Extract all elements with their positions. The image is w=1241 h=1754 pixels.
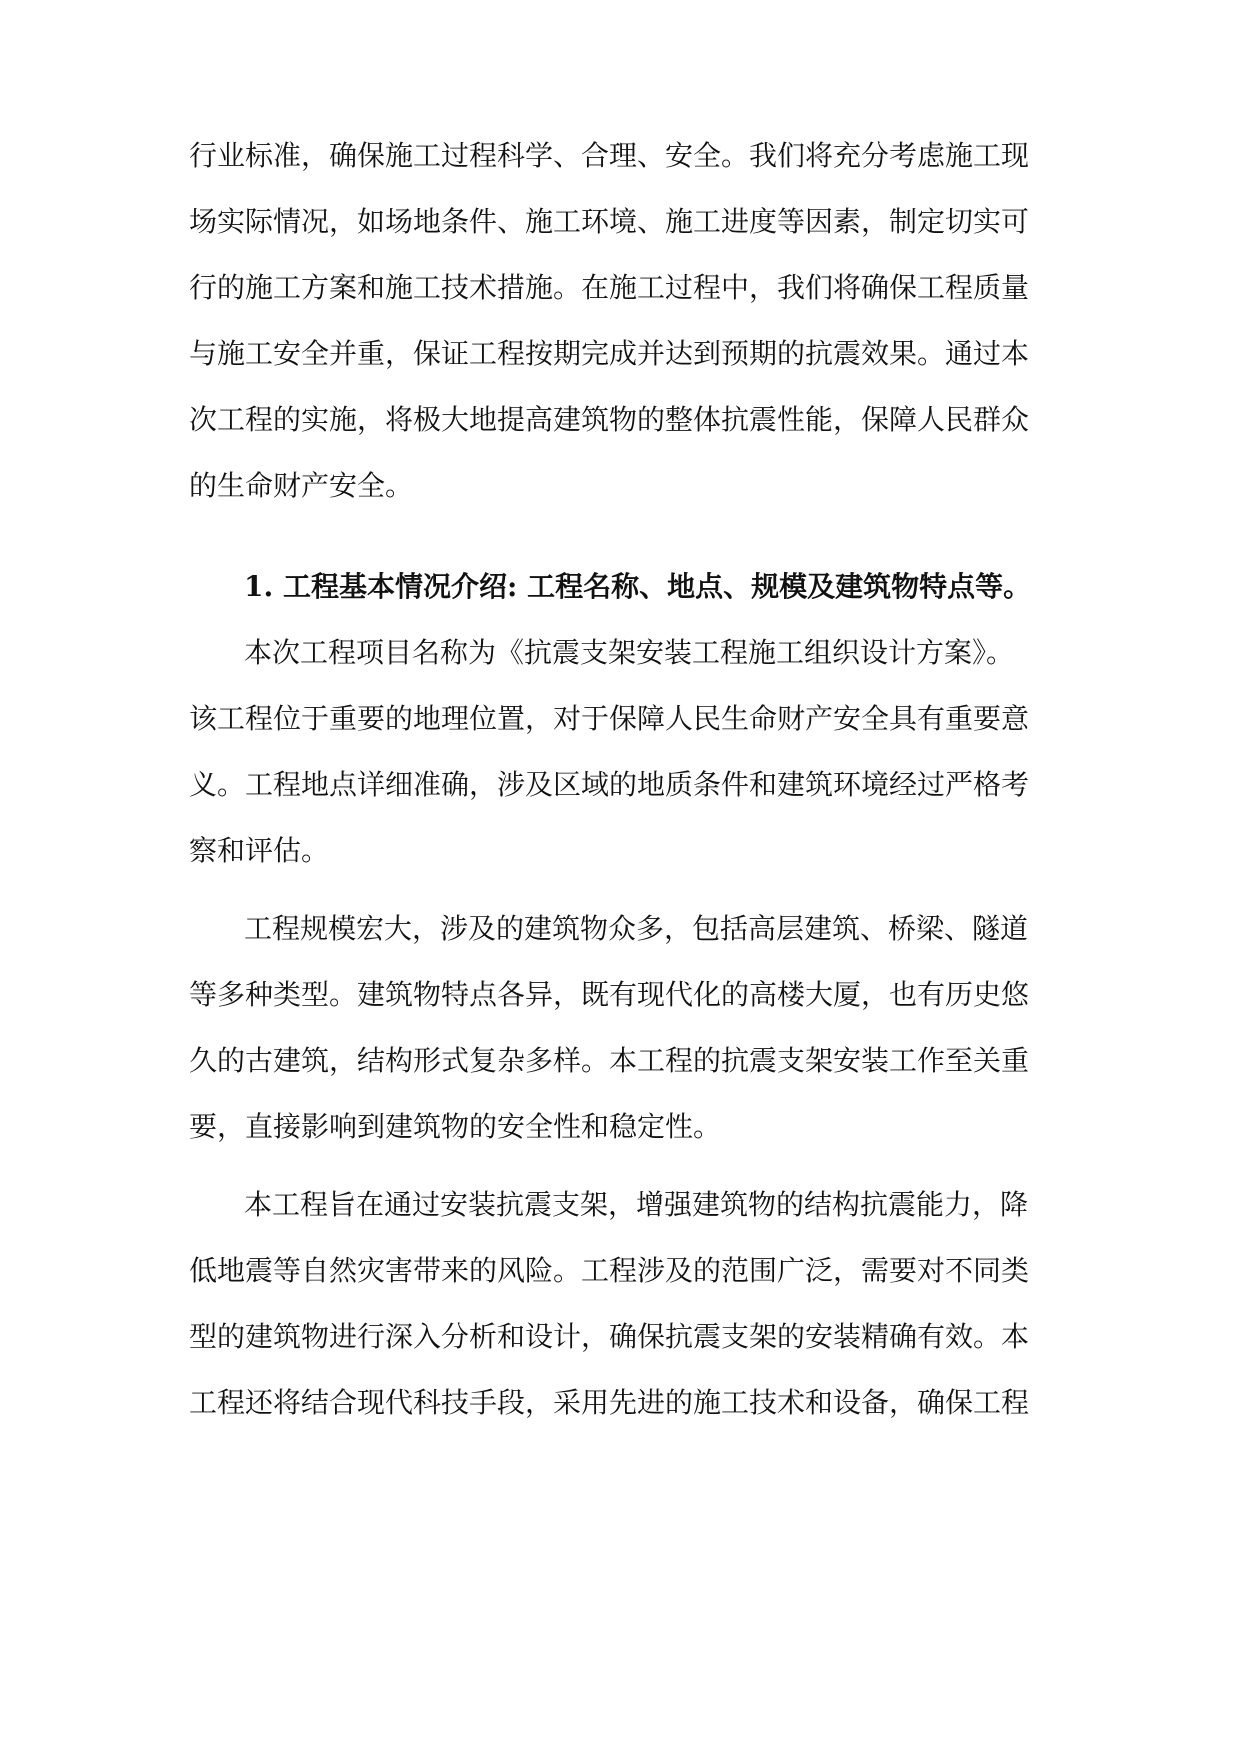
text-line: 该工程位于重要的地理位置，对于保障人民生命财产安全具有重要意 xyxy=(189,702,1030,735)
text-line: 的生命财产安全。 xyxy=(189,469,414,502)
text-line: 工程规模宏大，涉及的建筑物众多，包括高层建筑、桥梁、隧道 xyxy=(244,912,1029,945)
text-line: 本工程旨在通过安装抗震支架，增强建筑物的结构抗震能力，降 xyxy=(244,1188,1029,1221)
text-line: 型的建筑物进行深入分析和设计，确保抗震支架的安装精确有效。本 xyxy=(189,1320,1030,1353)
text-line: 次工程的实施，将极大地提高建筑物的整体抗震性能，保障人民群众 xyxy=(189,403,1030,436)
text-line: 行的施工方案和施工技术措施。在施工过程中，我们将确保工程质量 xyxy=(189,271,1030,304)
text-line: 义。工程地点详细准确，涉及区域的地质条件和建筑环境经过严格考 xyxy=(189,768,1030,801)
text-line: 要，直接影响到建筑物的安全性和稳定性。 xyxy=(189,1110,722,1143)
text-line: 与施工安全并重，保证工程按期完成并达到预期的抗震效果。通过本 xyxy=(189,337,1030,370)
text-line: 等多种类型。建筑物特点各异，既有现代化的高楼大厦，也有历史悠 xyxy=(189,978,1030,1011)
text-line: 本次工程项目名称为《抗震支架安装工程施工组织设计方案》。 xyxy=(244,636,1015,669)
text-line: 察和评估。 xyxy=(189,834,330,867)
text-line: 低地震等自然灾害带来的风险。工程涉及的范围广泛，需要对不同类 xyxy=(189,1254,1030,1287)
text-line: 行业标准，确保施工过程科学、合理、安全。我们将充分考虑施工现 xyxy=(189,139,1030,172)
text-line: 久的古建筑，结构形式复杂多样。本工程的抗震支架安装工作至关重 xyxy=(189,1044,1030,1077)
text-line: 场实际情况，如场地条件、施工环境、施工进度等因素，制定切实可 xyxy=(189,205,1030,238)
text-line: 工程还将结合现代科技手段，采用先进的施工技术和设备，确保工程 xyxy=(189,1386,1030,1419)
section-heading: 1. 工程基本情况介绍: 工程名称、地点、规模及建筑物特点等。 xyxy=(244,570,1032,603)
